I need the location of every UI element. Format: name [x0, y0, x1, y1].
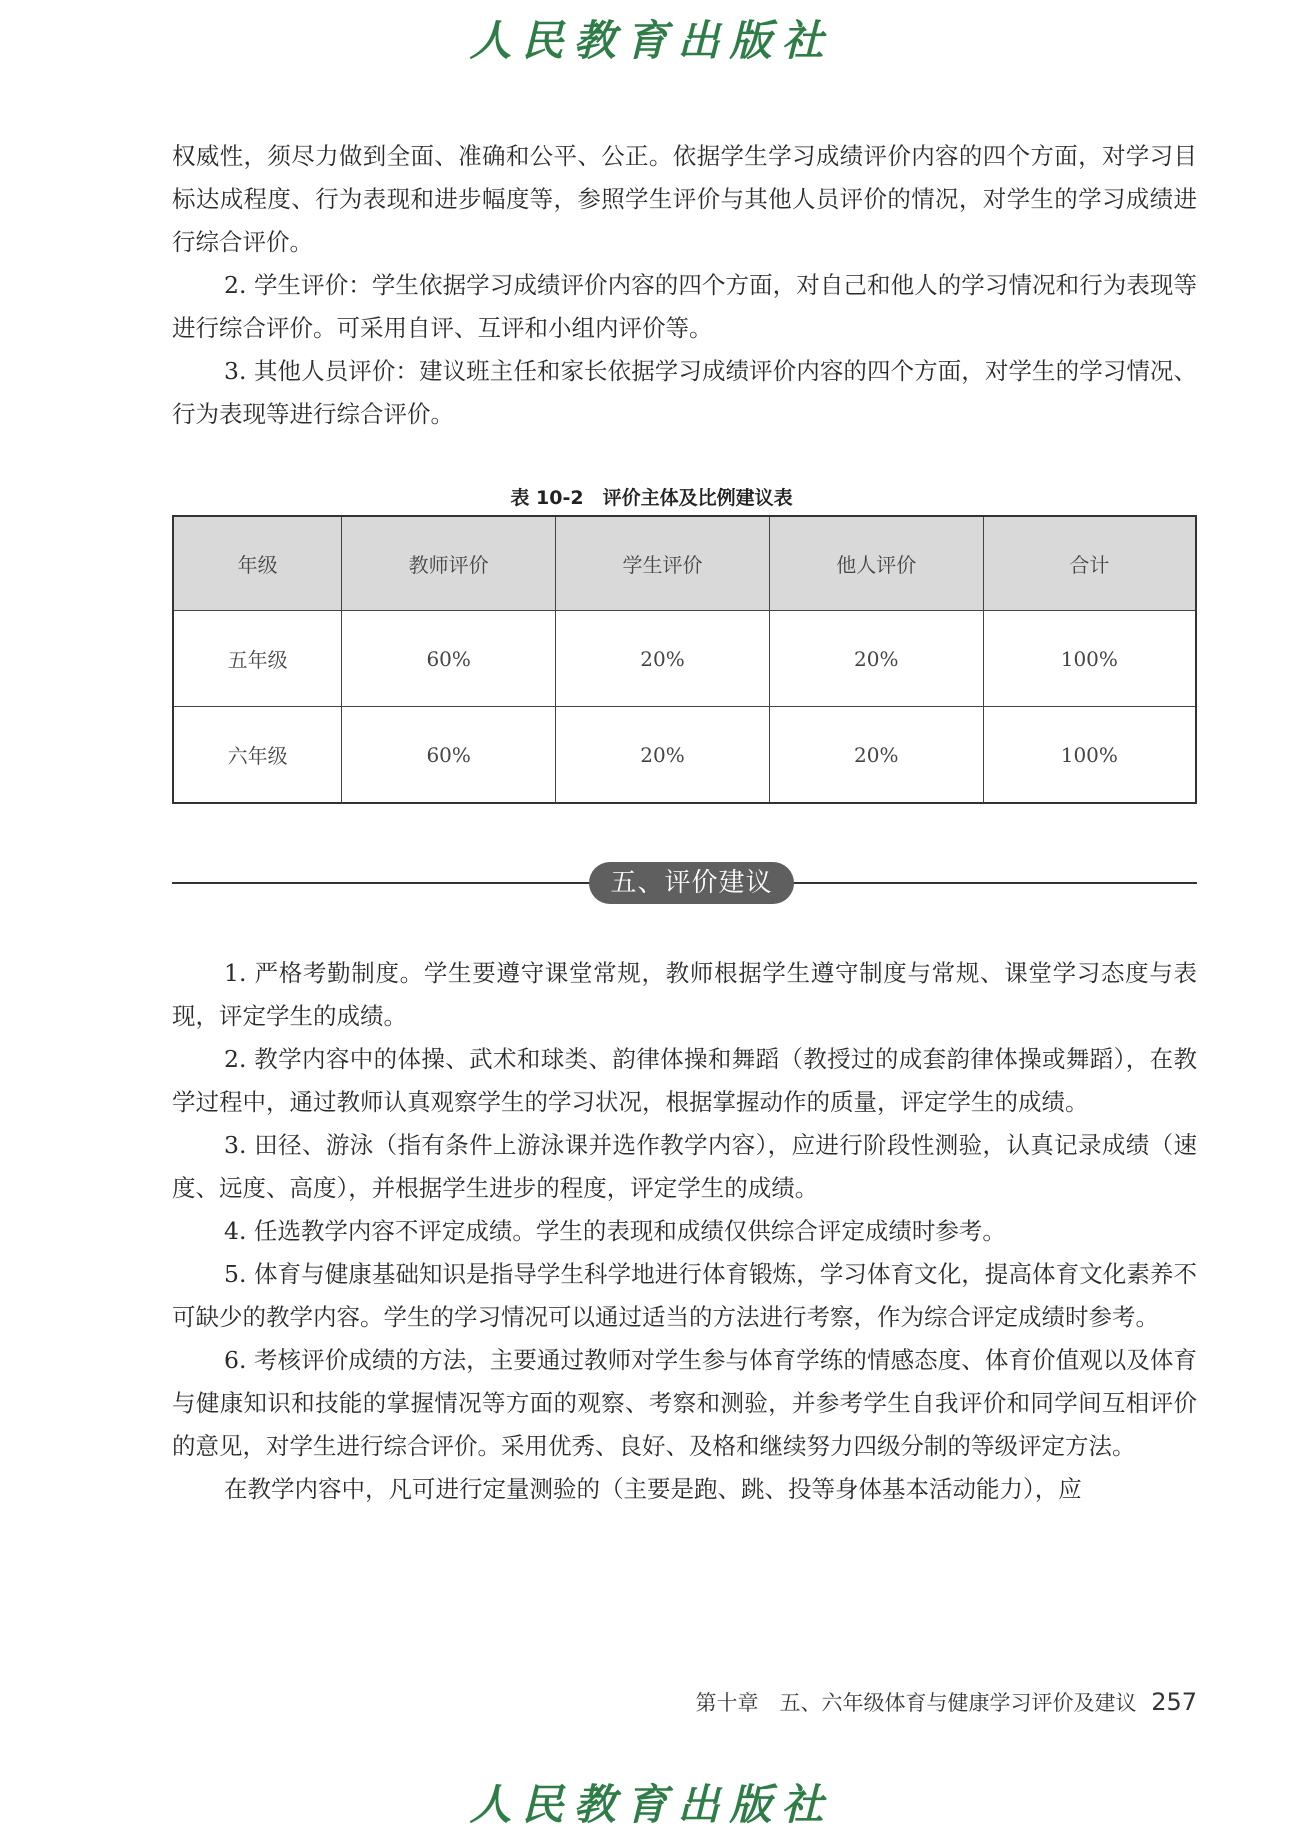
- paragraph: 2. 学生评价：学生依据学习成绩评价内容的四个方面，对自己和他人的学习情况和行为表现等进行综合评价。可采用自评、互评和小组内评价等。: [172, 271, 1197, 342]
- page-footer: [172, 1687, 1197, 1717]
- page-number: 257: [1151, 1688, 1197, 1716]
- table-caption: 表 10-2 评价主体及比例建议表: [510, 487, 793, 509]
- paragraph: 6. 考核评价成绩的方法，主要通过教师对学生参与体育学练的情感态度、体育价值观以及体育与健康知识和技能的掌握情况等方面的观察、考察和测验，并参考学生自我评价和同学间互相评价的意见，对学生进行综合评价。采用优秀、良好、及格和继续努力四级分制的等级评定方法。: [172, 1346, 1197, 1460]
- table-cell: 五年级: [173, 611, 342, 707]
- paragraph: 5. 体育与健康基础知识是指导学生科学地进行体育锻炼，学习体育文化，提高体育文化素养不可缺少的教学内容。学生的学习情况可以通过适当的方法进行考察，作为综合评定成绩时参考。: [172, 1260, 1197, 1331]
- table-cell: 60%: [342, 707, 556, 804]
- table-header-row: [173, 516, 1196, 611]
- evaluation-ratio-table: [172, 515, 1197, 804]
- section-title: 五、评价建议: [589, 862, 794, 904]
- header-cell: 教师评价: [342, 516, 556, 611]
- intro-text: [172, 135, 1197, 436]
- header-cell: 年级: [173, 516, 342, 611]
- table-cell: 20%: [769, 707, 983, 804]
- header-cell: 他人评价: [769, 516, 983, 611]
- table-cell: 100%: [983, 707, 1196, 804]
- section-text: [172, 952, 1197, 1511]
- paragraph: 在教学内容中，凡可进行定量测验的（主要是跑、跳、投等身体基本活动能力），应: [224, 1475, 1082, 1503]
- table-row: [173, 707, 1196, 804]
- header-cell: 学生评价: [556, 516, 770, 611]
- publisher-logo-bottom: 人民教育出版社: [469, 1780, 834, 1829]
- section-header: [172, 862, 1197, 902]
- table-cell: 20%: [769, 611, 983, 707]
- paragraph: 权威性，须尽力做到全面、准确和公平、公正。依据学生学习成绩评价内容的四个方面，对学习目标达成程度、行为表现和进步幅度等，参照学生评价与其他人员评价的情况，对学生的学习成绩进行综合评价。: [172, 142, 1197, 256]
- publisher-logo-top: 人民教育出版社: [469, 16, 834, 65]
- header-cell: 合计: [983, 516, 1196, 611]
- paragraph: 3. 其他人员评价：建议班主任和家长依据学习成绩评价内容的四个方面，对学生的学习情况、行为表现等进行综合评价。: [172, 357, 1197, 428]
- table-cell: 20%: [556, 707, 770, 804]
- table-cell: 20%: [556, 611, 770, 707]
- table-cell: 100%: [983, 611, 1196, 707]
- paragraph: 2. 教学内容中的体操、武术和球类、韵律体操和舞蹈（教授过的成套韵律体操或舞蹈），在教学过程中，通过教师认真观察学生的学习状况，根据掌握动作的质量，评定学生的成绩。: [172, 1045, 1197, 1116]
- chapter-title: 第十章 五、六年级体育与健康学习评价及建议: [695, 1691, 1137, 1715]
- paragraph: 1. 严格考勤制度。学生要遵守课堂常规，教师根据学生遵守制度与常规、课堂学习态度与表现，评定学生的成绩。: [172, 959, 1197, 1030]
- table-cell: 六年级: [173, 707, 342, 804]
- table-row: [173, 611, 1196, 707]
- table-cell: 60%: [342, 611, 556, 707]
- paragraph: 3. 田径、游泳（指有条件上游泳课并选作教学内容），应进行阶段性测验，认真记录成绩（速度、远度、高度），并根据学生进步的程度，评定学生的成绩。: [172, 1131, 1197, 1202]
- paragraph: 4. 任选教学内容不评定成绩。学生的表现和成绩仅供综合评定成绩时参考。: [224, 1217, 1006, 1245]
